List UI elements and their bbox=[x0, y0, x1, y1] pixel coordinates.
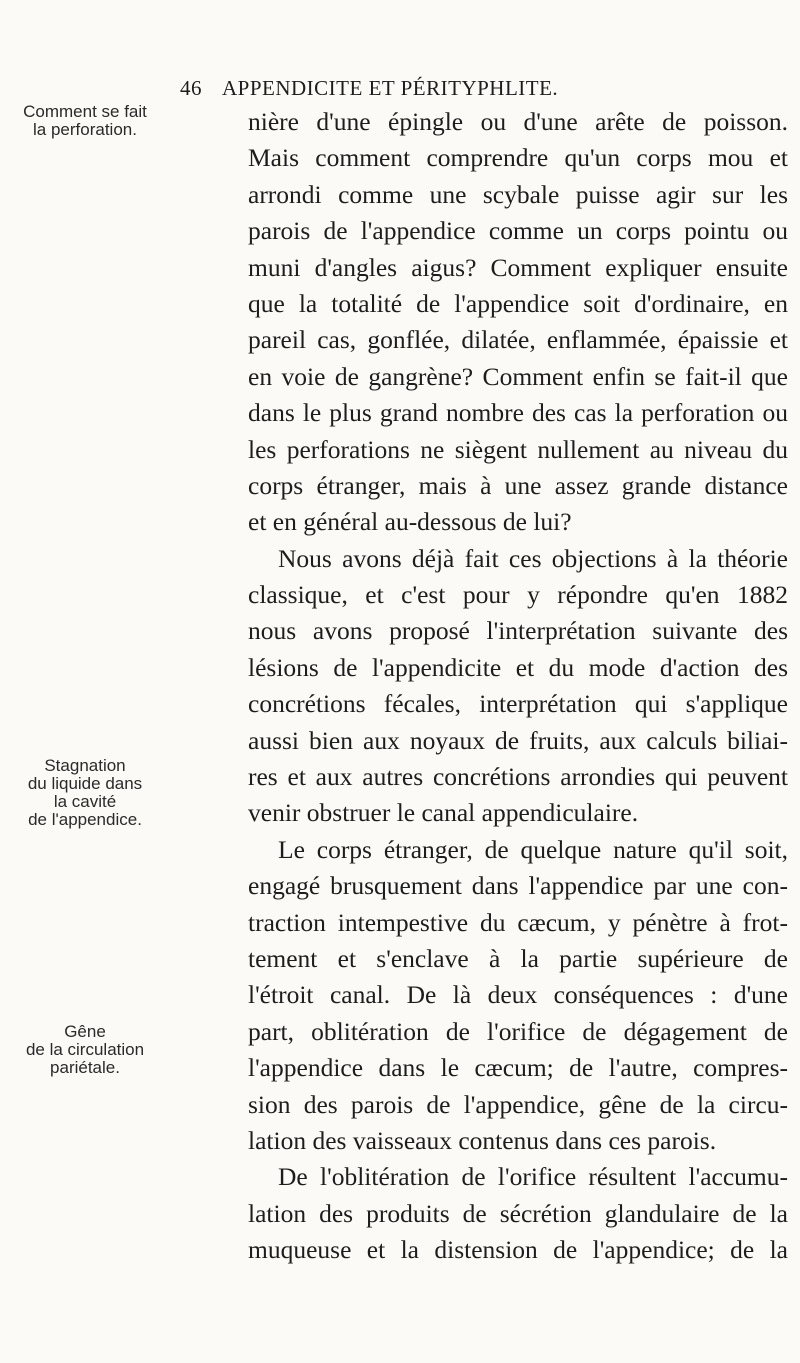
margin-note-line: Gêne bbox=[64, 1022, 106, 1041]
text-line: les perforations ne siègent nullement au niveau du bbox=[248, 434, 788, 464]
margin-note-line: pariétale. bbox=[50, 1058, 120, 1077]
margin-note-line: la perforation. bbox=[33, 120, 137, 139]
text-line: part, oblitération de l'orifice de dégagement de bbox=[248, 1016, 788, 1046]
running-title: APPENDICITE ET PÉRITYPHLITE. bbox=[222, 76, 559, 100]
margin-note-line: Comment se fait bbox=[23, 102, 147, 121]
text-line: tement et s'enclave à la partie supérieure de bbox=[248, 943, 788, 973]
text-line: engagé brusquement dans l'appendice par une con- bbox=[248, 871, 788, 901]
text-line: classique, et c'est pour y répondre qu'en 1882 bbox=[248, 580, 788, 610]
text-line: en voie de gangrène? Comment enfin se fait-il que bbox=[248, 361, 788, 391]
text-line: muqueuse et la distension de l'appendice; de la bbox=[248, 1235, 788, 1265]
margin-note-line: de l'appendice. bbox=[28, 810, 142, 829]
margin-notes bbox=[0, 0, 170, 1363]
text-line: l'appendice dans le cæcum; de l'autre, compres- bbox=[248, 1053, 788, 1083]
text-line: et en général au-dessous de lui? bbox=[248, 507, 572, 537]
text-line: l'étroit canal. De là deux conséquences : d'une bbox=[248, 980, 788, 1010]
margin-note-line: Stagnation bbox=[44, 756, 126, 775]
text-line: nous avons proposé l'interprétation suivante des bbox=[248, 616, 788, 646]
text-line: concrétions fécales, interprétation qui s'applique bbox=[248, 689, 788, 719]
margin-note-circulation bbox=[0, 1023, 170, 1077]
text-line: muni d'angles aigus? Comment expliquer ensuite bbox=[248, 252, 788, 282]
margin-note-line: la cavité bbox=[53, 792, 117, 811]
margin-note-stagnation bbox=[0, 757, 170, 829]
text-line: pareil cas, gonflée, dilatée, enflammée, épaissie et bbox=[248, 325, 788, 355]
body-text bbox=[248, 104, 788, 1269]
text-line: parois de l'appendice comme un corps pointu ou bbox=[248, 216, 788, 246]
page-number: 46 bbox=[180, 76, 202, 100]
text-line: res et aux autres concrétions arrondies qui peuvent bbox=[248, 762, 788, 792]
text-line: lésions de l'appendicite et du mode d'action des bbox=[248, 652, 788, 682]
text-line: corps étranger, mais à une assez grande distance bbox=[248, 470, 788, 500]
margin-note-perforation bbox=[0, 103, 170, 139]
text-line: Nous avons déjà fait ces objections à la théorie bbox=[278, 543, 788, 573]
margin-note-line: du liquide dans bbox=[27, 774, 143, 793]
text-line: aussi bien aux noyaux de fruits, aux calculs biliai- bbox=[248, 725, 788, 755]
margin-note-line: de la circulation bbox=[25, 1040, 145, 1059]
text-line: Le corps étranger, de quelque nature qu'il soit, bbox=[278, 834, 788, 864]
text-line: arrondi comme une scybale puisse agir sur les bbox=[248, 179, 788, 209]
text-line: dans le plus grand nombre des cas la perforation ou bbox=[248, 398, 788, 428]
text-line: nière d'une épingle ou d'une arête de poisson. bbox=[248, 107, 788, 136]
text-line: que la totalité de l'appendice soit d'ordinaire, en bbox=[248, 288, 788, 318]
text-line: sion des parois de l'appendice, gêne de la circu- bbox=[248, 1089, 788, 1119]
text-line: lation des vaisseaux contenus dans ces parois. bbox=[248, 1125, 717, 1155]
text-line: venir obstruer le canal appendiculaire. bbox=[248, 798, 639, 828]
text-line: De l'oblitération de l'orifice résultent l'accumu- bbox=[278, 1162, 788, 1192]
text-line: traction intempestive du cæcum, y pénètre à frot- bbox=[248, 907, 788, 937]
text-line: lation des produits de sécrétion glandulaire de la bbox=[248, 1198, 788, 1228]
text-line: Mais comment comprendre qu'un corps mou et bbox=[248, 143, 788, 173]
